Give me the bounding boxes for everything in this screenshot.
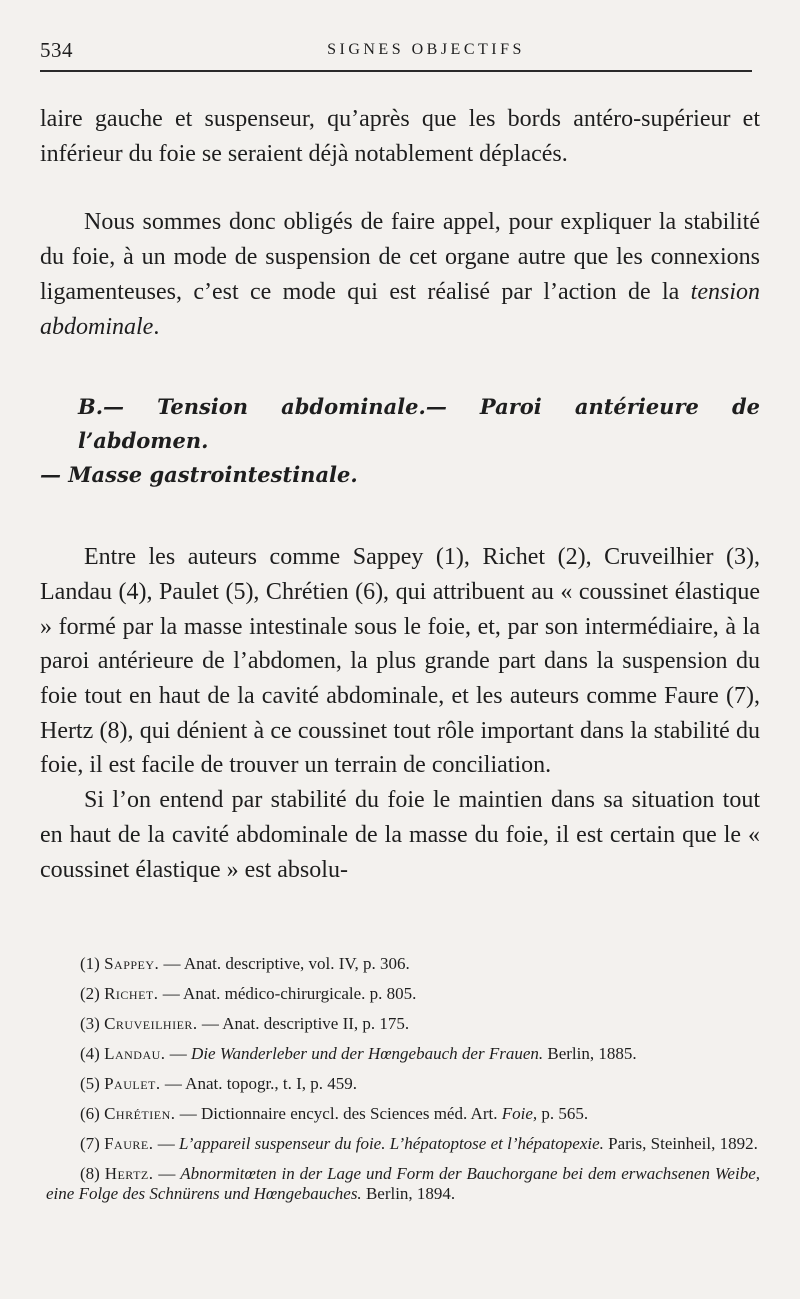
paragraph-continuation: laire gauche et suspenseur, qu’après que les bords antéro-supérieur et inférieur du foie se seraient déjà notablement déplacés. — [40, 106, 760, 167]
footnote-title: Abnormitœten in der Lage und Form der Bauchorgane bei dem erwachsenen Weibe, eine Folge des Schnürens und Hœngebauches. — [46, 1164, 760, 1203]
footnote-author: Sappey. — [104, 954, 160, 973]
footnote-text: — Anat. médico-chirurgicale. p. 805. — [158, 984, 417, 1003]
paragraph-authors: Entre les auteurs comme Sappey (1), Richet (2), Cruveilhier (3), Landau (4), Paulet (5), Chrétien (6), qui attribuent au « coussinet élastique » formé par la masse intestinale sous le foie, et, par son intermédiaire, à la paroi antérieure de l’abdomen, la plus grande part dans la suspension du foie tout en haut de la cavité abdominale, et les auteurs comme Faure (7), Hertz (8), qui dénient à ce coussinet tout rôle important dans la stabilité du foie, il est facile de trouver un terrain de conciliation. — [40, 544, 760, 779]
paragraph-definition: Si l’on entend par stabilité du foie le maintien dans sa situation tout en haut de la cavité abdominale de la masse du foie, il est certain que le « coussinet élastique » est absolu- — [40, 787, 760, 883]
emphasis-text: tension abdominale — [40, 278, 760, 340]
footnote-text-end: Berlin, 1885. — [543, 1044, 637, 1063]
footnote — [46, 1014, 760, 1034]
footnote-number: (1) — [80, 954, 100, 973]
footnote-number: (4) — [80, 1044, 100, 1063]
running-head: SIGNES OBJECTIFS — [327, 41, 525, 58]
footnote — [46, 984, 760, 1004]
footnote-number: (6) — [80, 1104, 100, 1123]
footnote-text: — Anat. descriptive II, p. 175. — [197, 1014, 410, 1033]
footnote-text: — — [153, 1164, 181, 1183]
paragraph-text-end: . — [153, 313, 160, 340]
footnote-author: Hertz. — [104, 1164, 154, 1183]
footnote — [46, 1164, 760, 1204]
footnote-text-end: Paris, Steinheil, 1892. — [603, 1134, 758, 1153]
footnote — [46, 954, 760, 974]
body-text — [40, 102, 760, 887]
footnote — [46, 1104, 760, 1124]
footnote-text-end: Berlin, 1894. — [361, 1184, 456, 1203]
footnote-text: — Anat. topogr., t. I, p. 459. — [160, 1074, 358, 1093]
footnote-number: (8) — [80, 1164, 100, 1183]
footnote-number: (5) — [80, 1074, 100, 1093]
footnote-number: (7) — [80, 1134, 100, 1153]
footnote-text: — — [165, 1044, 192, 1063]
footnote-text: — — [153, 1134, 179, 1153]
footnote-author: Chrétien. — [104, 1104, 176, 1123]
footnote-number: (2) — [80, 984, 100, 1003]
footnote-title: Die Wanderleber und der Hœngebauch der Frauen. — [191, 1044, 544, 1063]
section-heading-line-2: — Masse gastrointestinale. — [40, 462, 358, 488]
section-heading-line-1: B.— Tension abdominale.— Paroi antérieure de l’abdomen. — [78, 394, 760, 454]
footnote-author: Faure. — [104, 1134, 154, 1153]
footnote-number: (3) — [80, 1014, 100, 1033]
page-header — [40, 30, 752, 72]
footnote-author: Richet. — [104, 984, 159, 1003]
footnote-author: Cruveilhier. — [104, 1014, 198, 1033]
footnote-text: — Anat. descriptive, vol. IV, p. 306. — [159, 954, 410, 973]
footnote — [46, 1044, 760, 1064]
footnote-text-end: p. 565. — [537, 1104, 589, 1123]
section-heading — [40, 390, 760, 492]
paragraph-text: Nous sommes donc obligés de faire appel, pour expliquer la stabilité du foie, à un mode de suspension de cet organe autre que les connexions ligamenteuses, c’est ce mode qui est réalisé par l’action de la — [40, 209, 760, 305]
footnote-author: Paulet. — [104, 1074, 161, 1093]
footnote-title: Foie, — [501, 1104, 538, 1123]
footnote-text: — Dictionnaire encycl. des Sciences méd. Art. — [175, 1104, 502, 1123]
footnote — [46, 1074, 760, 1094]
footnote-title: L’appareil suspenseur du foie. L’hépatoptose et l’hépatopexie. — [178, 1134, 604, 1153]
footnotes — [46, 954, 760, 1214]
footnote — [46, 1134, 760, 1154]
page-number: 534 — [40, 38, 73, 62]
footnote-author: Landau. — [104, 1044, 166, 1063]
paragraph-stability — [40, 205, 760, 344]
